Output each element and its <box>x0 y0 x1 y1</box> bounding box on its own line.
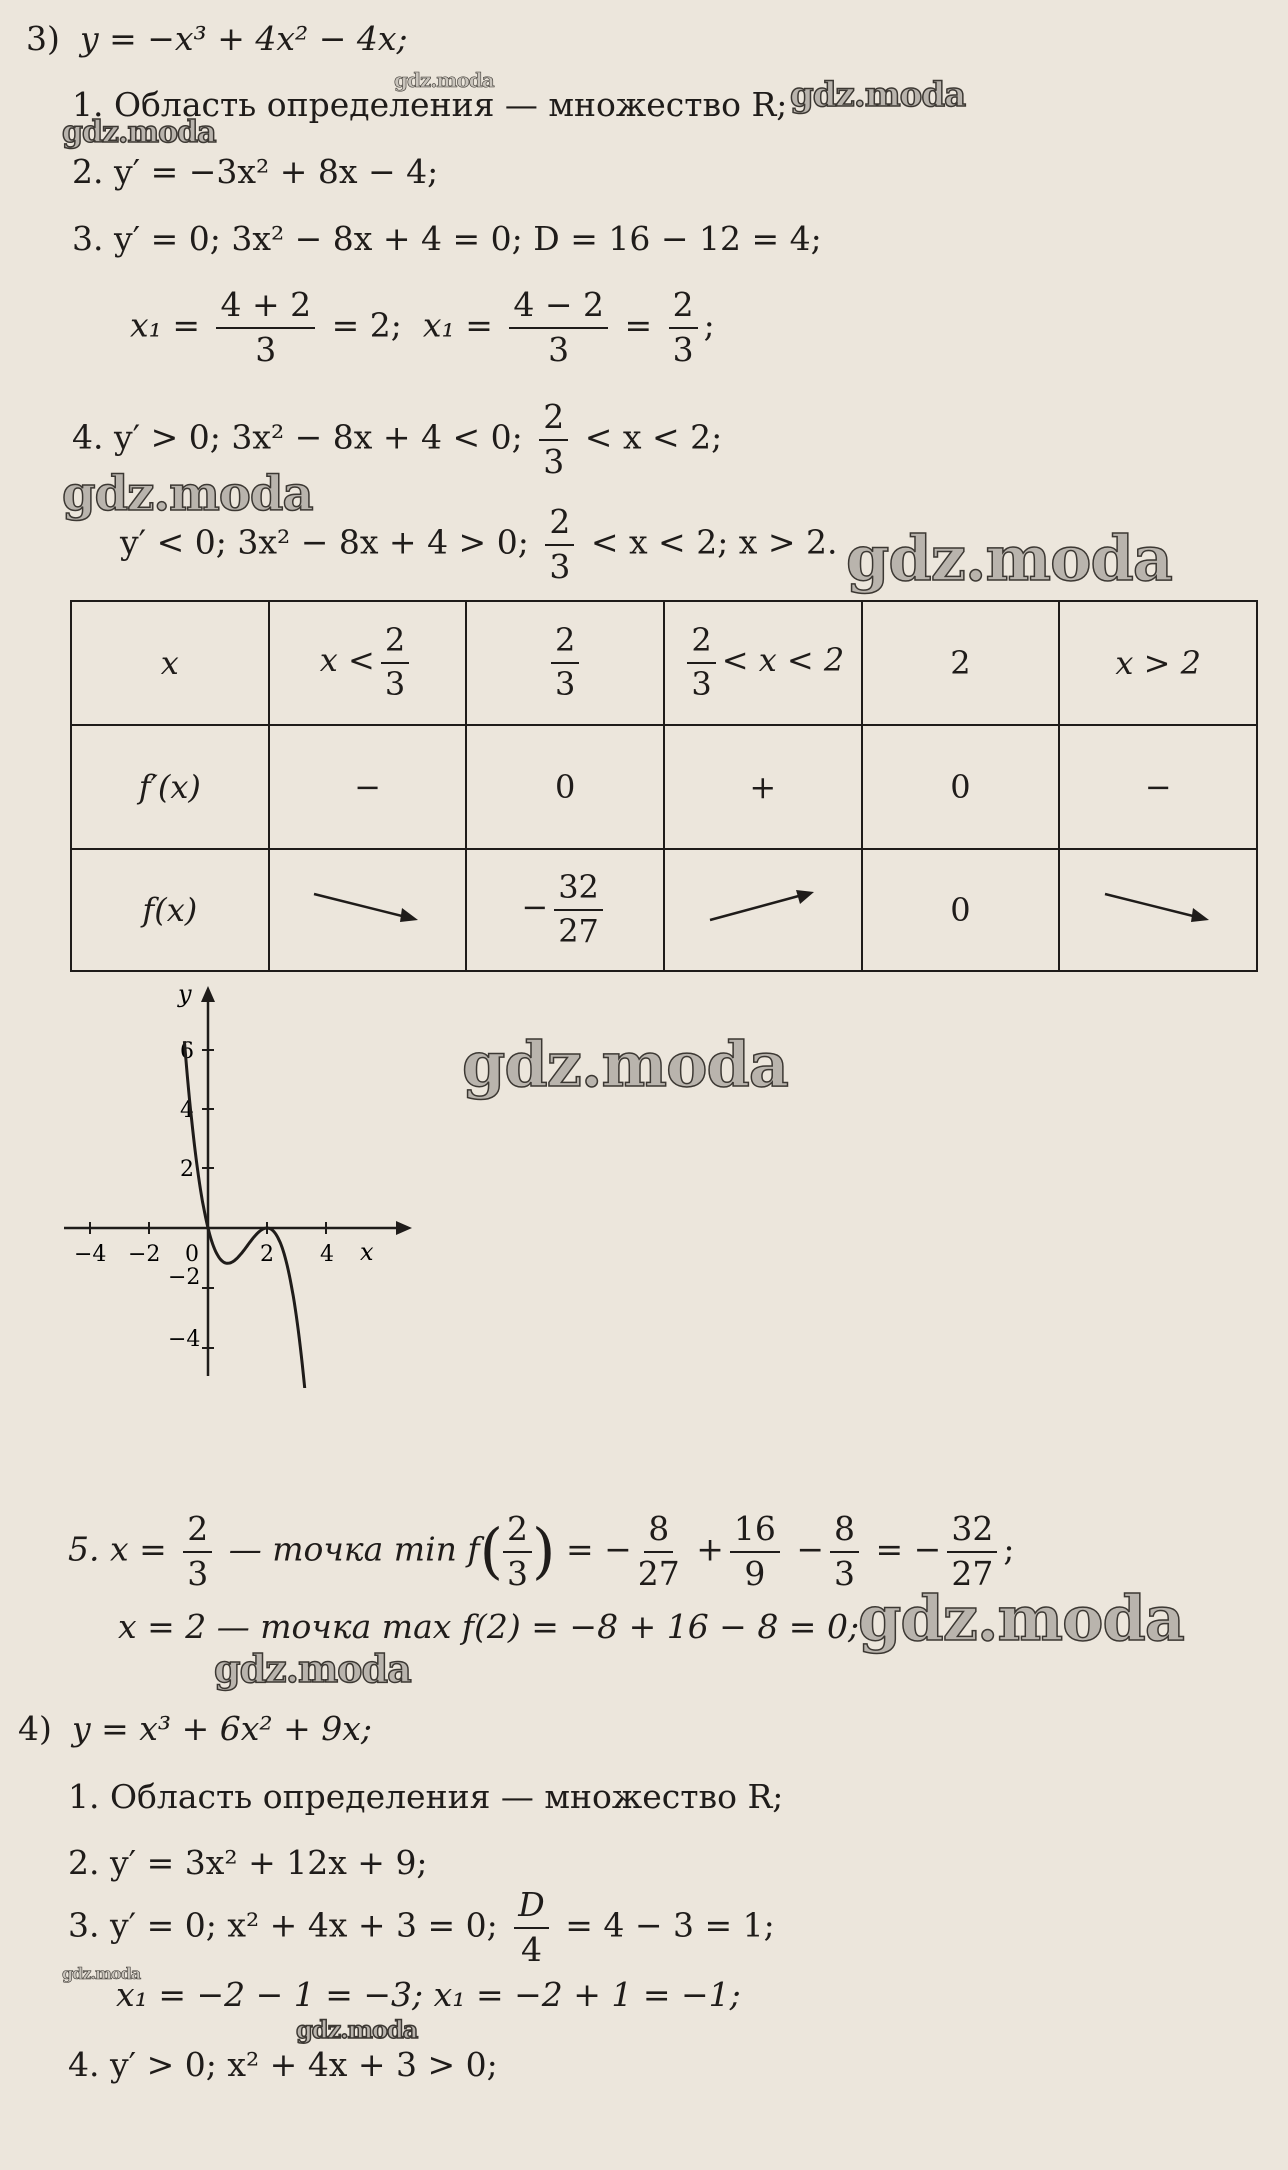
watermark: gdz.moda <box>296 2015 418 2044</box>
y-tick-label: 6 <box>180 1039 194 1064</box>
table-cell: 0 <box>862 849 1060 971</box>
table-cell: x < $\frac{2}{3}$ <box>269 601 467 725</box>
problem3-step5a: 5. x = $\frac{2}{3}$ — точка min f( $\frac{2}{3}$ ) = − $\frac{8}{27}$ + $\frac{16}{9}$ − $\frac{8}{3}$ = − $\frac{32}{27}$ ; <box>68 1509 1015 1593</box>
table-cell: − $\frac{32}{27}$ <box>466 849 664 971</box>
table-cell <box>664 849 862 971</box>
problem3-number: 3) <box>26 19 60 58</box>
table-header-x: x <box>71 601 269 725</box>
x-tick-label: −4 <box>74 1242 107 1267</box>
watermark: gdz.moda <box>62 115 216 150</box>
problem3-step4a: 4. y′ > 0; 3x² − 8x + 4 < 0; $\frac{2}{3}$ < x < 2; <box>72 397 723 481</box>
y-axis-arrow-icon <box>201 986 215 1002</box>
x-tick-label: 0 <box>185 1242 199 1267</box>
sign-table <box>70 600 1258 972</box>
fraction: $\frac{4 + 2}{3}$ <box>216 288 315 367</box>
problem4-step3: 3. y′ = 0; x² + 4x + 3 = 0; $\frac{D}{4}$ = 4 − 3 = 1; <box>68 1885 775 1969</box>
watermark: gdz.moda <box>462 1028 788 1101</box>
watermark: gdz.moda <box>790 75 966 115</box>
fraction: $\frac{2}{3}$ <box>545 505 574 584</box>
y-tick-label: 4 <box>180 1098 194 1123</box>
table-cell <box>1059 849 1257 971</box>
table-cell: x > 2 <box>1059 601 1257 725</box>
problem3-step4b: y′ < 0; 3x² − 8x + 4 > 0; $\frac{2}{3}$ < x < 2; x > 2. <box>120 502 838 586</box>
watermark: gdz.moda <box>62 1964 141 1983</box>
problem4-step4: 4. y′ > 0; x² + 4x + 3 > 0; <box>68 2045 498 2084</box>
table-cell: $\frac{2}{3}$ < x < 2 <box>664 601 862 725</box>
x-tick-label: −2 <box>128 1242 161 1267</box>
table-cell: 0 <box>862 725 1060 849</box>
problem4-number: 4) <box>18 1709 52 1748</box>
x-tick-label: 4 <box>320 1242 334 1267</box>
problem3-step5b: x = 2 — точка max f(2) = −8 + 16 − 8 = 0; <box>118 1607 860 1646</box>
problem3-step3: 3. y′ = 0; 3x² − 8x + 4 = 0; D = 16 − 12 = 4; <box>72 219 822 258</box>
problem3-roots: x₁ = $\frac{4 + 2}{3}$ = 2; x₁ = $\frac{4 - 2}{3}$ = $\frac{2}{3}$ ; <box>130 285 715 369</box>
problem3-step2: 2. y′ = −3x² + 8x − 4; <box>72 152 439 191</box>
problem3-function: y = −x³ + 4x² − 4x; <box>80 19 408 58</box>
table-cell: 0 <box>466 725 664 849</box>
table-row-x <box>71 601 1257 725</box>
function-curve <box>184 1041 305 1388</box>
y-tick-label: −2 <box>168 1265 201 1290</box>
table-row-derivative <box>71 725 1257 849</box>
fraction: $\frac{4 - 2}{3}$ <box>509 288 608 367</box>
problem3-step1: 1. Область определения — множество R; <box>72 85 788 124</box>
x-axis-arrow-icon <box>396 1221 412 1235</box>
watermark: gdz.moda <box>214 1646 411 1691</box>
problem4-step1: 1. Область определения — множество R; <box>68 1777 784 1816</box>
y-tick-label: 2 <box>180 1157 194 1182</box>
x-axis-label: x <box>360 1238 374 1266</box>
problem4-step2: 2. y′ = 3x² + 12x + 9; <box>68 1843 428 1882</box>
fraction: $\frac{2}{3}$ <box>539 400 568 479</box>
y-tick-label: −4 <box>168 1327 201 1352</box>
function-graph <box>60 978 420 1388</box>
table-cell: − <box>269 725 467 849</box>
table-header-derivative: f′(x) <box>71 725 269 849</box>
fraction: $\frac{2}{3}$ <box>669 288 698 367</box>
table-cell: − <box>1059 725 1257 849</box>
increasing-arrow-icon <box>708 886 818 926</box>
table-row-function <box>71 849 1257 971</box>
problem4-roots: x₁ = −2 − 1 = −3; x₁ = −2 + 1 = −1; <box>116 1975 741 2014</box>
table-cell: $\frac{2}{3}$ <box>466 601 664 725</box>
x-tick-label: 2 <box>260 1242 274 1267</box>
watermark: gdz.moda <box>846 522 1172 595</box>
problem4-function: y = x³ + 6x² + 9x; <box>72 1709 372 1748</box>
table-cell: + <box>664 725 862 849</box>
watermark: gdz.moda <box>62 466 313 522</box>
watermark: gdz.moda <box>858 1582 1184 1655</box>
y-axis-label: y <box>178 980 192 1008</box>
watermark: gdz.moda <box>394 68 494 92</box>
decreasing-arrow-icon <box>1103 886 1213 926</box>
table-cell <box>269 849 467 971</box>
decreasing-arrow-icon <box>312 886 422 926</box>
table-header-function: f(x) <box>71 849 269 971</box>
table-cell: 2 <box>862 601 1060 725</box>
